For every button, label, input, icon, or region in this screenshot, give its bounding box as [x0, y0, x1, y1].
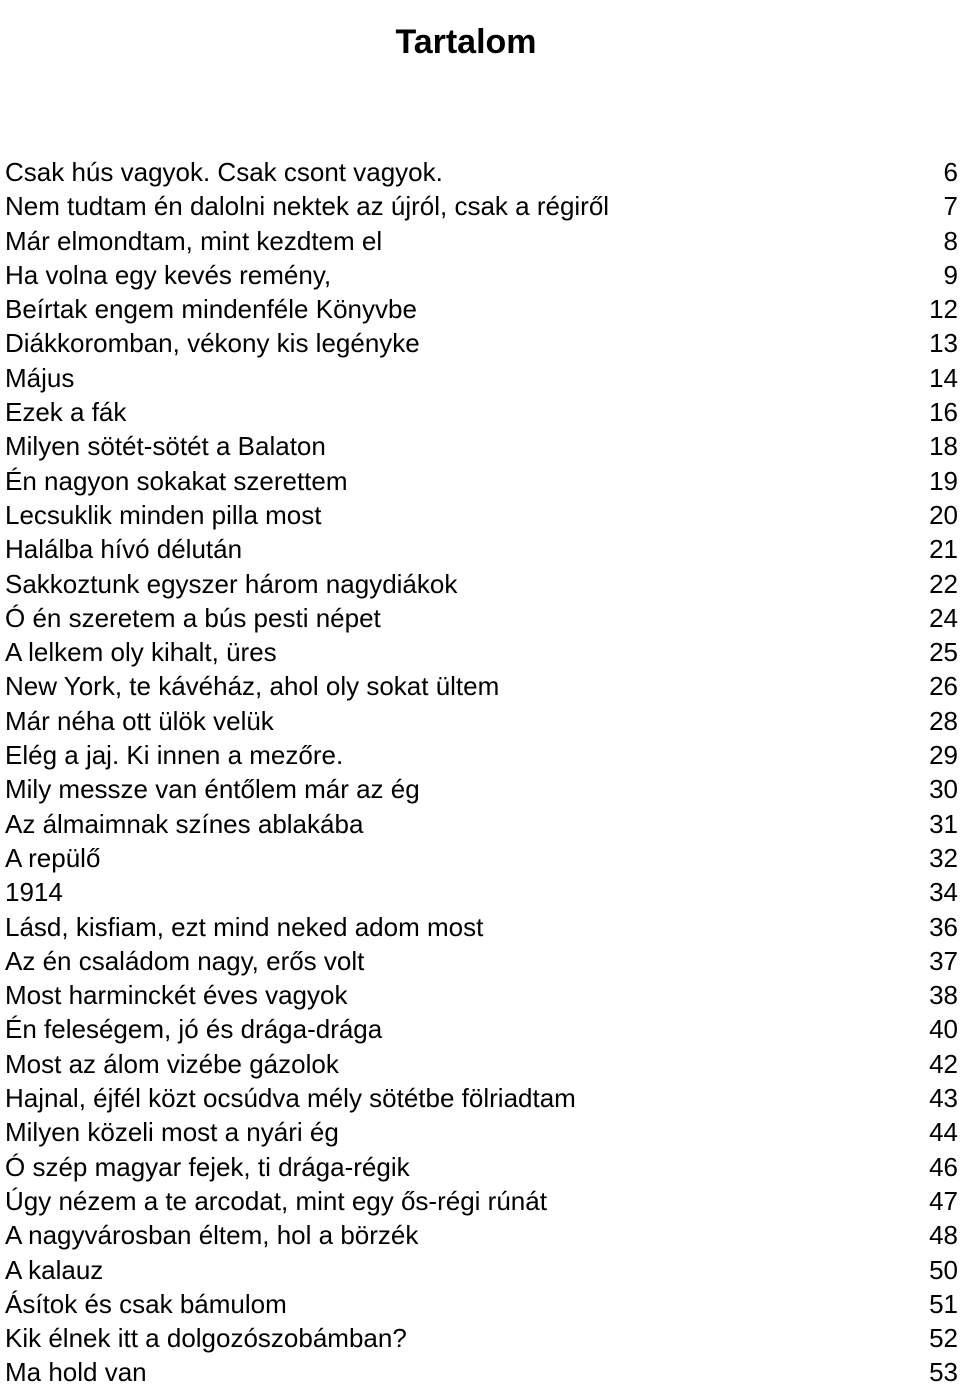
toc-entry-page-number: 46 — [929, 1151, 958, 1182]
toc-entry-title: Ó szép magyar fejek, ti drága-régik — [5, 1151, 410, 1182]
toc-entry[interactable] — [5, 738, 958, 772]
toc-entry-title: Ha volna egy kevés remény, — [5, 259, 332, 290]
toc-entry-page-number: 8 — [943, 225, 958, 256]
toc-entry[interactable] — [5, 326, 958, 360]
toc-entry-title: Kik élnek itt a dolgozószobámban? — [5, 1323, 407, 1354]
toc-entry-title: Már néha ott ülök velük — [5, 705, 274, 736]
toc-entry-title: A lelkem oly kihalt, üres — [5, 637, 277, 668]
toc-entry[interactable] — [5, 1355, 958, 1389]
toc-entry-title: Elég a jaj. Ki innen a mezőre. — [5, 740, 344, 771]
toc-entry-title: Ezek a fák — [5, 397, 127, 428]
toc-entry[interactable] — [5, 1253, 958, 1287]
toc-entry[interactable] — [5, 978, 958, 1012]
toc-entry[interactable] — [5, 189, 958, 223]
toc-entry[interactable] — [5, 1184, 958, 1218]
toc-entry-page-number: 31 — [929, 808, 958, 839]
toc-entry-title: Csak hús vagyok. Csak csont vagyok. — [5, 157, 443, 187]
toc-entry-title: Mily messze van éntőlem már az ég — [5, 774, 420, 805]
toc-entry[interactable] — [5, 669, 958, 703]
toc-entry[interactable] — [5, 601, 958, 635]
toc-entry-page-number: 18 — [929, 431, 958, 462]
toc-entry-title: Lecsuklik minden pilla most — [5, 499, 322, 530]
toc-entry-page-number: 36 — [929, 911, 958, 942]
toc-entry-page-number: 12 — [929, 294, 958, 325]
toc-entry[interactable] — [5, 1287, 958, 1321]
toc-entry-title: Milyen közeli most a nyári ég — [5, 1117, 339, 1148]
toc-entry-page-number: 51 — [929, 1288, 958, 1319]
toc-entry-page-number: 19 — [929, 465, 958, 496]
toc-entry-title: A repülő — [5, 842, 101, 873]
toc-entry[interactable] — [5, 1115, 958, 1149]
toc-entry-title: A nagyvárosban éltem, hol a börzék — [5, 1220, 419, 1251]
toc-entry[interactable] — [5, 532, 958, 566]
toc-entry-page-number: 29 — [929, 740, 958, 771]
toc-entry-page-number: 16 — [929, 397, 958, 428]
toc-entry[interactable] — [5, 875, 958, 909]
toc-entry-page-number: 9 — [943, 259, 958, 290]
toc-entry[interactable] — [5, 807, 958, 841]
toc-entry-title: Az álmaimnak színes ablakába — [5, 808, 364, 839]
toc-entry[interactable] — [5, 429, 958, 463]
toc-entry-page-number: 53 — [929, 1357, 958, 1388]
toc-entry-title: Nem tudtam én dalolni nektek az újról, csak a régiről — [5, 191, 610, 222]
toc-entry-page-number: 42 — [929, 1048, 958, 1079]
toc-entry-page-number: 7 — [943, 191, 958, 222]
toc-entry-page-number: 44 — [929, 1117, 958, 1148]
toc-entry-title: Ma hold van — [5, 1357, 147, 1388]
toc-entry-title: Úgy nézem a te arcodat, mint egy ős-régi rúnát — [5, 1185, 547, 1216]
toc-entry-page-number: 52 — [929, 1323, 958, 1354]
toc-entry-page-number: 24 — [929, 602, 958, 633]
toc-entry-title: Most harminckét éves vagyok — [5, 980, 348, 1011]
toc-entry-title: Sakkoztunk egyszer három nagydiákok — [5, 568, 458, 599]
toc-entry-page-number: 43 — [929, 1083, 958, 1114]
toc-entry-page-number: 20 — [929, 499, 958, 530]
toc-entry-title: Hajnal, éjfél közt ocsúdva mély sötétbe fölriadtam — [5, 1083, 576, 1114]
toc-entry-title: Én feleségem, jó és drága-drága — [5, 1014, 383, 1045]
toc-entry-title: Milyen sötét-sötét a Balaton — [5, 431, 326, 462]
toc-entry[interactable] — [5, 910, 958, 944]
toc-entry[interactable] — [5, 498, 958, 532]
toc-entry-title: Ó én szeretem a bús pesti népet — [5, 602, 381, 633]
toc-entry-page-number: 21 — [929, 534, 958, 565]
toc-entry[interactable] — [5, 1012, 958, 1046]
toc-entry-page-number: 26 — [929, 671, 958, 702]
toc-entry-page-number: 30 — [929, 774, 958, 805]
toc-entry-page-number: 40 — [929, 1014, 958, 1045]
toc-entry[interactable] — [5, 841, 958, 875]
toc-entry-page-number: 38 — [929, 980, 958, 1011]
toc-entry[interactable] — [5, 292, 958, 326]
toc-entry[interactable] — [5, 635, 958, 669]
toc-entry-page-number: 34 — [929, 877, 958, 908]
toc-entry-title: Diákkoromban, vékony kis legényke — [5, 328, 420, 359]
toc-entry[interactable] — [5, 1081, 958, 1115]
toc-entry[interactable] — [5, 464, 958, 498]
toc-entry-title: Most az álom vizébe gázolok — [5, 1048, 339, 1079]
toc-entry-page-number: 13 — [929, 328, 958, 359]
toc-entry-title: Beírtak engem mindenféle Könyvbe — [5, 294, 417, 325]
toc-entry-page-number: 32 — [929, 842, 958, 873]
toc-entry-page-number: 48 — [929, 1220, 958, 1251]
toc-entry-title: Ásítok és csak bámulom — [5, 1288, 287, 1319]
toc-entry-title: Az én családom nagy, erős volt — [5, 945, 365, 976]
toc-entry-title: Már elmondtam, mint kezdtem el — [5, 225, 383, 256]
toc-entry-page-number: 6 — [943, 157, 958, 187]
toc-entry-page-number: 22 — [929, 568, 958, 599]
toc-entry-title: Halálba hívó délután — [5, 534, 243, 565]
toc-entry-title: Én nagyon sokakat szerettem — [5, 465, 348, 496]
toc-entry[interactable] — [5, 1150, 958, 1184]
toc-entry-page-number: 37 — [929, 945, 958, 976]
table-of-contents — [5, 155, 958, 1390]
toc-entry[interactable] — [5, 567, 958, 601]
toc-entry[interactable] — [5, 944, 958, 978]
toc-entry-page-number: 47 — [929, 1185, 958, 1216]
toc-entry[interactable] — [5, 155, 958, 189]
toc-entry[interactable] — [5, 258, 958, 292]
toc-entry-title: Lásd, kisfiam, ezt mind neked adom most — [5, 911, 484, 942]
toc-entry-title: Május — [5, 362, 75, 393]
toc-entry-page-number: 28 — [929, 705, 958, 736]
toc-entry[interactable] — [5, 1218, 958, 1252]
toc-entry[interactable] — [5, 704, 958, 738]
toc-entry-title: A kalauz — [5, 1254, 104, 1285]
toc-entry[interactable] — [5, 772, 958, 806]
toc-entry-title: 1914 — [5, 877, 63, 908]
toc-entry-page-number: 25 — [929, 637, 958, 668]
toc-entry-page-number: 50 — [929, 1254, 958, 1285]
toc-entry[interactable] — [5, 395, 958, 429]
toc-entry[interactable] — [5, 361, 958, 395]
toc-entry[interactable] — [5, 224, 958, 258]
page-title: Tartalom — [395, 22, 537, 61]
toc-entry-title: New York, te kávéház, ahol oly sokat ültem — [5, 671, 500, 702]
toc-entry[interactable] — [5, 1047, 958, 1081]
toc-entry[interactable] — [5, 1321, 958, 1355]
toc-entry-page-number: 14 — [929, 362, 958, 393]
